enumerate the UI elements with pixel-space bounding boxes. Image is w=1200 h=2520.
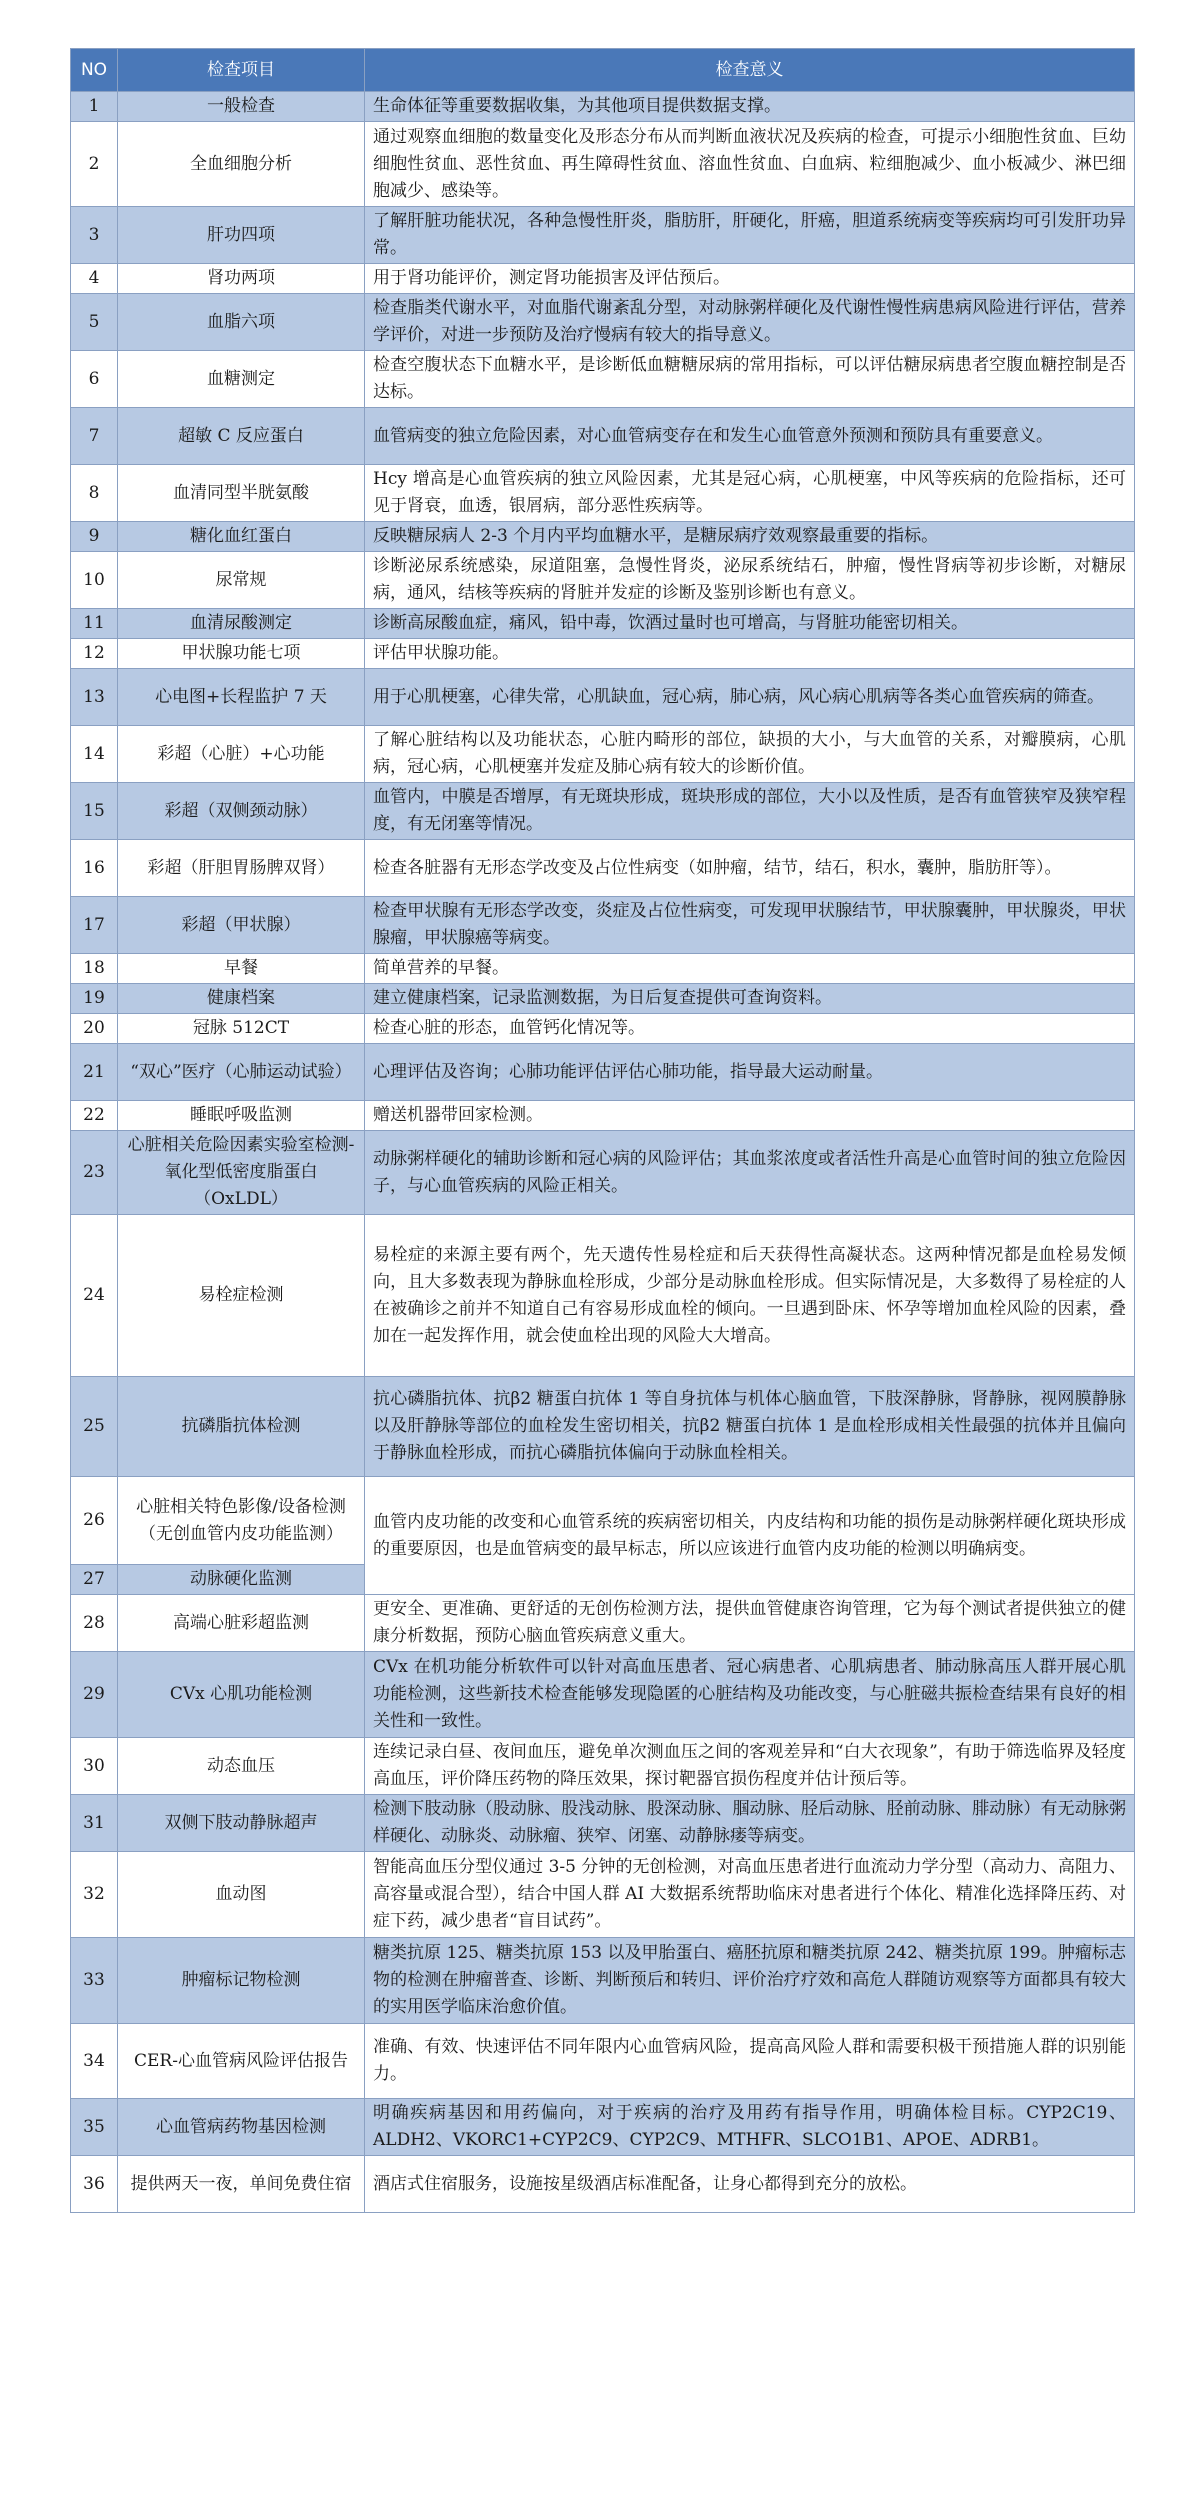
row-item: 肿瘤标记物检测: [118, 1938, 365, 2024]
row-no: 12: [71, 639, 118, 669]
row-item: 双侧下肢动静脉超声: [118, 1795, 365, 1852]
row-meaning: 心理评估及咨询；心肺功能评估评估心肺功能，指导最大运动耐量。: [365, 1044, 1135, 1101]
row-item: 尿常规: [118, 552, 365, 609]
row-item: 抗磷脂抗体检测: [118, 1377, 365, 1477]
row-item: 一般检查: [118, 92, 365, 122]
row-meaning: Hcy 增高是心血管疾病的独立风险因素，尤其是冠心病，心肌梗塞，中风等疾病的危险指标，还可见于肾衰，血透，银屑病，部分恶性疾病等。: [365, 465, 1135, 522]
row-item: CVx 心肌功能检测: [118, 1652, 365, 1738]
row-no: 17: [71, 897, 118, 954]
row-meaning: 诊断高尿酸血症，痛风，铅中毒，饮酒过量时也可增高，与肾脏功能密切相关。: [365, 609, 1135, 639]
row-item: 高端心脏彩超监测: [118, 1595, 365, 1652]
row-no: 32: [71, 1852, 118, 1938]
row-meaning: 用于肾功能评价，测定肾功能损害及评估预后。: [365, 264, 1135, 294]
row-no: 11: [71, 609, 118, 639]
table-row: [71, 1377, 1135, 1477]
row-item: 甲状腺功能七项: [118, 639, 365, 669]
row-no: 14: [71, 726, 118, 783]
row-no: 31: [71, 1795, 118, 1852]
table-row: [71, 1852, 1135, 1938]
table-row: [71, 984, 1135, 1014]
row-item: 彩超（双侧颈动脉）: [118, 783, 365, 840]
table-row: [71, 1595, 1135, 1652]
table-row: [71, 1477, 1135, 1565]
table-row: [71, 726, 1135, 783]
row-meaning: 糖类抗原 125、糖类抗原 153 以及甲胎蛋白、癌胚抗原和糖类抗原 242、糖类抗原 199。肿瘤标志物的检测在肿瘤普查、诊断、判断预后和转归、评价治疗疗效和高危人群随访观察等方面都具有较大的实用医学临床治愈价值。: [365, 1938, 1135, 2024]
table-row: [71, 1101, 1135, 1131]
row-meaning: 更安全、更准确、更舒适的无创伤检测方法，提供血管健康咨询管理，它为每个测试者提供独立的健康分析数据，预防心脑血管疾病意义重大。: [365, 1595, 1135, 1652]
row-no: 18: [71, 954, 118, 984]
row-no: 15: [71, 783, 118, 840]
table-row: [71, 840, 1135, 897]
row-meaning: 赠送机器带回家检测。: [365, 1101, 1135, 1131]
row-item: 糖化血红蛋白: [118, 522, 365, 552]
table-row: [71, 954, 1135, 984]
row-item: 动脉硬化监测: [118, 1565, 365, 1595]
row-meaning: 血管内，中膜是否增厚，有无斑块形成，斑块形成的部位，大小以及性质，是否有血管狭窄及狭窄程度，有无闭塞等情况。: [365, 783, 1135, 840]
row-meaning: 连续记录白昼、夜间血压，避免单次测血压之间的客观差异和“白大衣现象”，有助于筛选临界及轻度高血压，评价降压药物的降压效果，探讨靶器官损伤程度并估计预后等。: [365, 1738, 1135, 1795]
row-meaning: 血管内皮功能的改变和心血管系统的疾病密切相关，内皮结构和功能的损伤是动脉粥样硬化斑块形成的重要原因，也是血管病变的最早标志，所以应该进行血管内皮功能的检测以明确病变。: [365, 1477, 1135, 1595]
row-item: 彩超（肝胆胃肠脾双肾）: [118, 840, 365, 897]
row-no: 2: [71, 122, 118, 207]
row-item: 心脏相关危险因素实验室检测-氧化型低密度脂蛋白（OxLDL）: [118, 1131, 365, 1215]
row-no: 20: [71, 1014, 118, 1044]
table-row: [71, 1014, 1135, 1044]
table-row: [71, 783, 1135, 840]
header-no: NO: [71, 49, 118, 92]
row-meaning: 了解心脏结构以及功能状态，心脏内畸形的部位，缺损的大小，与大血管的关系，对瓣膜病，心肌病，冠心病，心肌梗塞并发症及肺心病有较大的诊断价值。: [365, 726, 1135, 783]
table-row: [71, 1795, 1135, 1852]
row-meaning: 动脉粥样硬化的辅助诊断和冠心病的风险评估；其血浆浓度或者活性升高是心血管时间的独立危险因子，与心血管疾病的风险正相关。: [365, 1131, 1135, 1215]
table-row: [71, 522, 1135, 552]
row-no: 26: [71, 1477, 118, 1565]
row-no: 7: [71, 408, 118, 465]
row-no: 19: [71, 984, 118, 1014]
row-no: 6: [71, 351, 118, 408]
row-no: 24: [71, 1215, 118, 1377]
table-row: [71, 639, 1135, 669]
row-item: 血清同型半胱氨酸: [118, 465, 365, 522]
row-meaning: 检查甲状腺有无形态学改变，炎症及占位性病变，可发现甲状腺结节，甲状腺囊肿，甲状腺炎，甲状腺瘤，甲状腺癌等病变。: [365, 897, 1135, 954]
row-no: 29: [71, 1652, 118, 1738]
table-row: [71, 1131, 1135, 1215]
row-no: 33: [71, 1938, 118, 2024]
row-no: 3: [71, 207, 118, 264]
row-item: 全血细胞分析: [118, 122, 365, 207]
row-meaning: 检查空腹状态下血糖水平，是诊断低血糖糖尿病的常用指标，可以评估糖尿病患者空腹血糖控制是否达标。: [365, 351, 1135, 408]
table-row: [71, 1738, 1135, 1795]
table-row: [71, 552, 1135, 609]
row-no: 10: [71, 552, 118, 609]
row-no: 25: [71, 1377, 118, 1477]
row-item: CER-心血管病风险评估报告: [118, 2024, 365, 2099]
table-row: [71, 1938, 1135, 2024]
row-no: 8: [71, 465, 118, 522]
row-item: “双心”医疗（心肺运动试验）: [118, 1044, 365, 1101]
row-meaning: 评估甲状腺功能。: [365, 639, 1135, 669]
row-no: 23: [71, 1131, 118, 1215]
row-meaning: 智能高血压分型仪通过 3-5 分钟的无创检测，对高血压患者进行血流动力学分型（高动力、高阻力、高容量或混合型），结合中国人群 AI 大数据系统帮助临床对患者进行个体化、精准化选择降压药、对症下药，减少患者“盲目试药”。: [365, 1852, 1135, 1938]
row-item: 超敏 C 反应蛋白: [118, 408, 365, 465]
table-row: [71, 465, 1135, 522]
row-item: 提供两天一夜，单间免费住宿: [118, 2156, 365, 2213]
row-item: 肾功两项: [118, 264, 365, 294]
table-row: [71, 92, 1135, 122]
row-item: 冠脉 512CT: [118, 1014, 365, 1044]
row-no: 35: [71, 2099, 118, 2156]
table-row: [71, 2099, 1135, 2156]
row-no: 4: [71, 264, 118, 294]
row-no: 1: [71, 92, 118, 122]
row-item: 睡眠呼吸监测: [118, 1101, 365, 1131]
row-meaning: 检测下肢动脉（股动脉、股浅动脉、股深动脉、腘动脉、胫后动脉、胫前动脉、腓动脉）有无动脉粥样硬化、动脉炎、动脉瘤、狭窄、闭塞、动静脉瘘等病变。: [365, 1795, 1135, 1852]
row-meaning: 抗心磷脂抗体、抗β2 糖蛋白抗体 1 等自身抗体与机体心脑血管，下肢深静脉，肾静脉，视网膜静脉以及肝静脉等部位的血栓发生密切相关，抗β2 糖蛋白抗体 1 是血栓形成相关性最强的抗体并且偏向于静脉血栓形成，而抗心磷脂抗体偏向于动脉血栓相关。: [365, 1377, 1135, 1477]
exam-table-container: [70, 48, 1135, 2213]
table-row: [71, 1044, 1135, 1101]
row-item: 心脏相关特色影像/设备检测（无创血管内皮功能监测）: [118, 1477, 365, 1565]
table-row: [71, 669, 1135, 726]
header-meaning: 检查意义: [365, 49, 1135, 92]
table-row: [71, 294, 1135, 351]
row-meaning: 检查心脏的形态，血管钙化情况等。: [365, 1014, 1135, 1044]
row-meaning: 诊断泌尿系统感染，尿道阻塞，急慢性肾炎，泌尿系统结石，肿瘤，慢性肾病等初步诊断，对糖尿病，通风，结核等疾病的肾脏并发症的诊断及鉴别诊断也有意义。: [365, 552, 1135, 609]
row-item: 肝功四项: [118, 207, 365, 264]
table-row: [71, 264, 1135, 294]
row-meaning: 用于心肌梗塞，心律失常，心肌缺血，冠心病，肺心病，风心病心肌病等各类心血管疾病的筛查。: [365, 669, 1135, 726]
row-item: 彩超（心脏）+心功能: [118, 726, 365, 783]
table-row: [71, 2024, 1135, 2099]
row-no: 9: [71, 522, 118, 552]
row-no: 13: [71, 669, 118, 726]
row-meaning: 血管病变的独立危险因素，对心血管病变存在和发生心血管意外预测和预防具有重要意义。: [365, 408, 1135, 465]
row-item: 血清尿酸测定: [118, 609, 365, 639]
table-row: [71, 1652, 1135, 1738]
row-meaning: 生命体征等重要数据收集，为其他项目提供数据支撑。: [365, 92, 1135, 122]
row-item: 易栓症检测: [118, 1215, 365, 1377]
row-meaning: 了解肝脏功能状况，各种急慢性肝炎，脂肪肝，肝硬化，肝癌，胆道系统病变等疾病均可引发肝功异常。: [365, 207, 1135, 264]
row-item: 早餐: [118, 954, 365, 984]
row-no: 16: [71, 840, 118, 897]
row-no: 22: [71, 1101, 118, 1131]
row-no: 27: [71, 1565, 118, 1595]
row-no: 5: [71, 294, 118, 351]
row-meaning: 易栓症的来源主要有两个，先天遗传性易栓症和后天获得性高凝状态。这两种情况都是血栓易发倾向，且大多数表现为静脉血栓形成，少部分是动脉血栓形成。但实际情况是，大多数得了易栓症的人在被确诊之前并不知道自己有容易形成血栓的倾向。一旦遇到卧床、怀孕等增加血栓风险的因素，叠加在一起发挥作用，就会使血栓出现的风险大大增高。: [365, 1215, 1135, 1377]
row-meaning: 酒店式住宿服务，设施按星级酒店标准配备，让身心都得到充分的放松。: [365, 2156, 1135, 2213]
row-meaning: 反映糖尿病人 2-3 个月内平均血糖水平，是糖尿病疗效观察最重要的指标。: [365, 522, 1135, 552]
row-no: 28: [71, 1595, 118, 1652]
table-header: [71, 49, 1135, 92]
table-row: [71, 122, 1135, 207]
row-item: 动态血压: [118, 1738, 365, 1795]
row-meaning: 检查各脏器有无形态学改变及占位性病变（如肿瘤，结节，结石，积水，囊肿，脂肪肝等）。: [365, 840, 1135, 897]
table-row: [71, 351, 1135, 408]
row-meaning: 通过观察血细胞的数量变化及形态分布从而判断血液状况及疾病的检查，可提示小细胞性贫血、巨幼细胞性贫血、恶性贫血、再生障碍性贫血、溶血性贫血、白血病、粒细胞减少、血小板减少、淋巴细胞减少、感染等。: [365, 122, 1135, 207]
table-row: [71, 609, 1135, 639]
row-item: 彩超（甲状腺）: [118, 897, 365, 954]
row-no: 34: [71, 2024, 118, 2099]
row-meaning: CVx 在机功能分析软件可以针对高血压患者、冠心病患者、心肌病患者、肺动脉高压人群开展心肌功能检测，这些新技术检查能够发现隐匿的心脏结构及功能改变，与心脏磁共振检查结果有良好的相关性和一致性。: [365, 1652, 1135, 1738]
row-item: 健康档案: [118, 984, 365, 1014]
row-item: 血脂六项: [118, 294, 365, 351]
row-item: 心血管病药物基因检测: [118, 2099, 365, 2156]
table-row: [71, 897, 1135, 954]
table-row: [71, 2156, 1135, 2213]
row-no: 21: [71, 1044, 118, 1101]
row-meaning: 明确疾病基因和用药偏向，对于疾病的治疗及用药有指导作用，明确体检目标。CYP2C19、ALDH2、VKORC1+CYP2C9、CYP2C9、MTHFR、SLCO1B1、APOE、ADRB1。: [365, 2099, 1135, 2156]
exam-table: [70, 48, 1135, 2213]
row-meaning: 检查脂类代谢水平，对血脂代谢紊乱分型，对动脉粥样硬化及代谢性慢性病患病风险进行评估，营养学评价，对进一步预防及治疗慢病有较大的指导意义。: [365, 294, 1135, 351]
row-item: 血动图: [118, 1852, 365, 1938]
table-row: [71, 207, 1135, 264]
row-meaning: 建立健康档案，记录监测数据，为日后复查提供可查询资料。: [365, 984, 1135, 1014]
row-no: 30: [71, 1738, 118, 1795]
table-row: [71, 1215, 1135, 1377]
header-item: 检查项目: [118, 49, 365, 92]
row-item: 心电图+长程监护 7 天: [118, 669, 365, 726]
table-row: [71, 408, 1135, 465]
row-meaning: 简单营养的早餐。: [365, 954, 1135, 984]
row-no: 36: [71, 2156, 118, 2213]
row-item: 血糖测定: [118, 351, 365, 408]
row-meaning: 准确、有效、快速评估不同年限内心血管病风险，提高高风险人群和需要积极干预措施人群的识别能力。: [365, 2024, 1135, 2099]
